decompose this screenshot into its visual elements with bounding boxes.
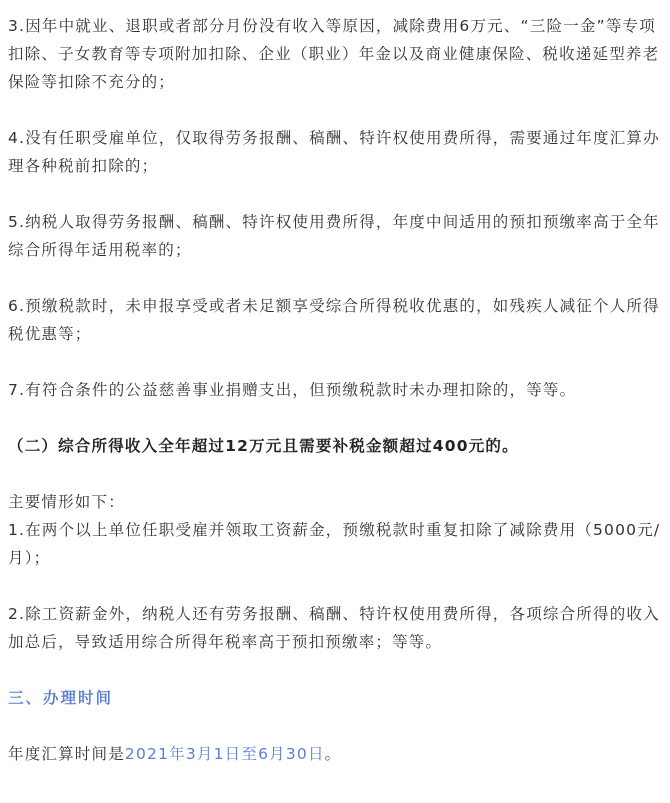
spacer [8, 180, 664, 208]
list-item-6: 6.预缴税款时，未申报享受或者未足额享受综合所得税收优惠的，如残疾人减征个人所得税优惠等； [8, 297, 660, 343]
list-item-4: 4.没有任职受雇单位，仅取得劳务报酬、稿酬、特许权使用费所得，需要通过年度汇算办理各种税前扣除的； [8, 129, 660, 175]
list-item-3: 3.因年中就业、退职或者部分月份没有收入等原因，减除费用6万元、“三险一金”等专项扣除、子女教育等专项附加扣除、企业（职业）年金以及商业健康保险、税收递延型养老保险等扣除不充分的； [8, 17, 660, 91]
list-item-7: 7.有符合条件的公益慈善事业捐赠支出，但预缴税款时未办理扣除的，等等。 [8, 381, 577, 399]
subsection-heading-2: （二）综合所得收入全年超过12万元且需要补税金额超过400元的。 [8, 437, 519, 455]
subsection-item-2: 2.除工资薪金外，纳税人还有劳务报酬、稿酬、特许权使用费所得，各项综合所得的收入加总后，导致适用综合所得年税率高于预扣预缴率；等等。 [8, 605, 660, 651]
spacer [8, 348, 664, 376]
subsection-item-1: 1.在两个以上单位任职受雇并领取工资薪金，预缴税款时重复扣除了减除费用（5000元/月）； [8, 521, 661, 567]
article-body [8, 12, 664, 768]
spacer [8, 712, 664, 740]
spacer [8, 460, 664, 488]
section-heading-3: 三、办理时间 [8, 689, 114, 707]
spacer [8, 656, 664, 684]
filing-period-text [8, 740, 664, 768]
list-item-5: 5.纳税人取得劳务报酬、稿酬、特许权使用费所得，年度中间适用的预扣预缴率高于全年综合所得年适用税率的； [8, 213, 660, 259]
spacer [8, 96, 664, 124]
filing-period-prefix: 年度汇算时间是 [8, 745, 125, 763]
spacer [8, 404, 664, 432]
spacer [8, 572, 664, 600]
subsection-intro: 主要情形如下： [8, 493, 125, 511]
filing-period-suffix: 。 [324, 745, 342, 763]
filing-date-range: 2021年3月1日至6月30日 [124, 745, 325, 763]
spacer [8, 264, 664, 292]
